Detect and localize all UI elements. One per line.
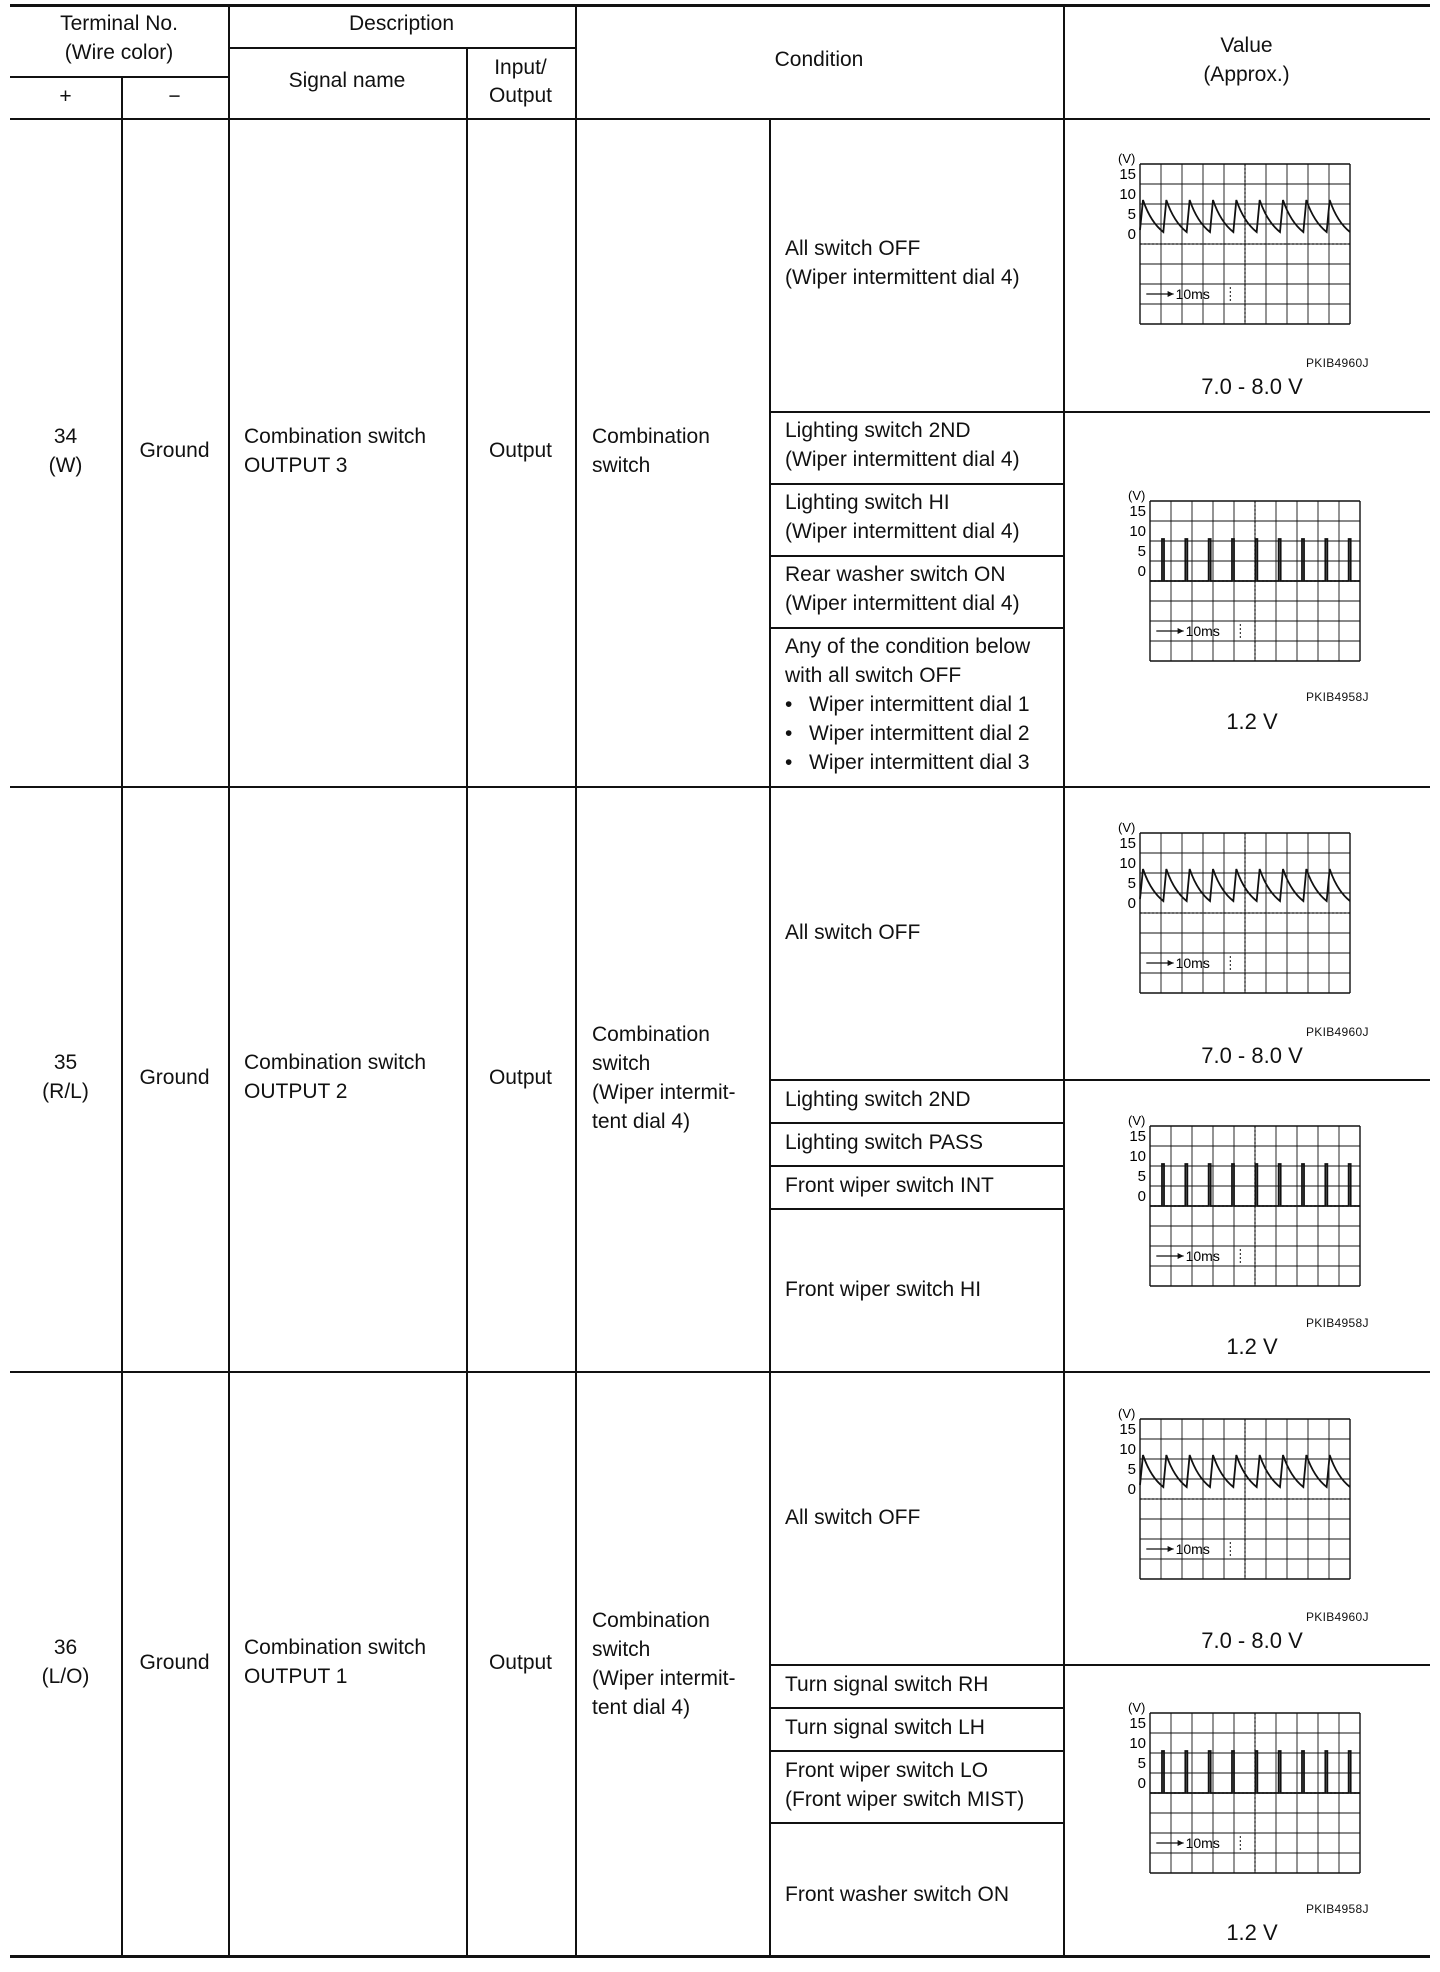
- row-35-condition: Lighting switch 2ND: [785, 1088, 971, 1111]
- row-36-signal-name: OUTPUT 1: [244, 1665, 348, 1688]
- row-34-signal-name: OUTPUT 3: [244, 454, 348, 477]
- y-tick-label: 5: [1127, 1461, 1136, 1478]
- waveform-sawtooth: [1110, 820, 1350, 999]
- row-35-condition: Front wiper switch HI: [785, 1278, 982, 1301]
- header-signal-name: Signal name: [288, 69, 406, 92]
- y-tick-label: 0: [1127, 1481, 1136, 1498]
- row-34-bottom-border: [10, 786, 1430, 788]
- row-34-bullet-item: • Wiper intermittent dial 2: [785, 719, 1030, 748]
- y-tick-label: 10: [1119, 855, 1136, 872]
- row-35-value: 1.2 V: [1226, 1334, 1278, 1359]
- time-marker-arrow: [1178, 628, 1184, 634]
- waveform-trace: [1150, 1751, 1360, 1793]
- row-34-bullet-item: • Wiper intermittent dial 1: [785, 690, 1030, 719]
- row-34-terminal: 34: [53, 425, 78, 448]
- oscilloscope-graph: [1110, 820, 1350, 999]
- row-34-value: 7.0 - 8.0 V: [1201, 374, 1303, 399]
- figure-code: PKIB4958J: [1306, 1902, 1369, 1916]
- y-tick-label: 10: [1129, 523, 1146, 540]
- row-36-condition-main: (Wiper intermit-: [592, 1667, 736, 1690]
- row-36-wire-color: (L/O): [41, 1665, 90, 1688]
- row-35-wire-color: (R/L): [42, 1080, 89, 1103]
- header-bottom-border: [10, 118, 1430, 120]
- row-34-wire-color: (W): [48, 454, 83, 477]
- header-minus: −: [168, 85, 181, 108]
- row-35-condition-main: (Wiper intermit-: [592, 1081, 736, 1104]
- time-marker-label: 10ms: [1185, 623, 1220, 639]
- header-divider-terminal: [10, 76, 228, 78]
- y-unit-label: (V): [1118, 820, 1136, 835]
- waveform-pulse: [1120, 488, 1360, 667]
- header-terminal-no: Terminal No.: [60, 12, 178, 35]
- row-35-sub-divider: [769, 1079, 1430, 1081]
- y-unit-label: (V): [1118, 1406, 1136, 1421]
- oscilloscope-graph: [1110, 1406, 1350, 1585]
- y-tick-label: 0: [1137, 1188, 1146, 1205]
- row-35-condition-main: Combination: [592, 1023, 710, 1046]
- row-34-condition: Rear washer switch ON: [785, 563, 1006, 586]
- row-34-sub-divider: [769, 483, 1063, 485]
- y-tick-label: 15: [1119, 835, 1136, 852]
- row-36-ground: Ground: [139, 1651, 210, 1674]
- y-tick-label: 5: [1137, 543, 1146, 560]
- row-36-condition-main: Combination: [592, 1609, 710, 1632]
- row-35-bottom-border: [10, 1371, 1430, 1373]
- figure-code: PKIB4958J: [1306, 1316, 1369, 1330]
- figure-code: PKIB4958J: [1306, 690, 1369, 704]
- waveform-pulse: [1120, 1113, 1360, 1292]
- row-34-condition: (Wiper intermittent dial 4): [785, 520, 1020, 543]
- row-34-ground: Ground: [139, 439, 210, 462]
- row-36-sub-divider: [769, 1664, 1430, 1666]
- row-36-condition: Front washer switch ON: [785, 1883, 1010, 1906]
- row-34-signal-name: Combination switch: [244, 425, 427, 448]
- row-34-condition: Any of the condition below: [785, 635, 1031, 658]
- row-35-signal-name: OUTPUT 2: [244, 1080, 348, 1103]
- row-34-condition: All switch OFF: [785, 237, 921, 260]
- row-36-sub-divider: [769, 1750, 1063, 1752]
- header-input: Input/: [494, 56, 547, 79]
- time-marker-label: 10ms: [1175, 286, 1210, 302]
- row-35-value: 7.0 - 8.0 V: [1201, 1043, 1303, 1068]
- y-tick-label: 5: [1127, 875, 1136, 892]
- row-35-condition-main: switch: [592, 1052, 651, 1075]
- row-36-condition-main: switch: [592, 1638, 651, 1661]
- header-value-approx: (Approx.): [1203, 63, 1290, 86]
- row-36-signal-name: Combination switch: [244, 1636, 427, 1659]
- row-35-sub-divider: [769, 1165, 1063, 1167]
- row-34-condition-main: Combination: [592, 425, 710, 448]
- row-35-condition: Lighting switch PASS: [785, 1131, 984, 1154]
- row-34-condition-main: switch: [592, 454, 651, 477]
- time-marker-arrow: [1168, 1546, 1174, 1552]
- row-35-condition: Front wiper switch INT: [785, 1174, 994, 1197]
- oscilloscope-graph: [1110, 151, 1350, 330]
- row-34-io: Output: [488, 439, 553, 462]
- y-tick-label: 0: [1127, 895, 1136, 912]
- row-34-sub-divider: [769, 411, 1430, 413]
- figure-code: PKIB4960J: [1306, 1025, 1369, 1039]
- waveform-trace: [1150, 1164, 1360, 1206]
- header-description: Description: [348, 12, 455, 35]
- y-tick-label: 15: [1129, 1715, 1146, 1732]
- row-34-condition: (Wiper intermittent dial 4): [785, 448, 1020, 471]
- y-tick-label: 5: [1137, 1755, 1146, 1772]
- row-36-condition: All switch OFF: [785, 1506, 921, 1529]
- row-34-condition: Lighting switch 2ND: [785, 419, 971, 442]
- header-divider-description: [228, 47, 575, 49]
- row-35-io: Output: [488, 1066, 553, 1089]
- row-35-sub-divider: [769, 1122, 1063, 1124]
- row-36-condition: Front wiper switch LO: [785, 1759, 989, 1782]
- header-value: Value: [1220, 34, 1273, 57]
- y-tick-label: 0: [1137, 1775, 1146, 1792]
- row-36-condition: Turn signal switch LH: [785, 1716, 985, 1739]
- row-35-sub-divider: [769, 1208, 1063, 1210]
- row-35-condition-main: tent dial 4): [592, 1110, 691, 1133]
- time-marker-arrow: [1178, 1253, 1184, 1259]
- y-unit-label: (V): [1128, 488, 1146, 503]
- y-tick-label: 10: [1129, 1148, 1146, 1165]
- y-tick-label: 15: [1129, 1128, 1146, 1145]
- y-tick-label: 10: [1129, 1735, 1146, 1752]
- oscilloscope-graph: [1120, 1113, 1360, 1292]
- row-34-sub-divider: [769, 627, 1063, 629]
- figure-code: PKIB4960J: [1306, 1610, 1369, 1624]
- row-36-io: Output: [488, 1651, 553, 1674]
- col-divider-io: [575, 4, 577, 1956]
- row-36-sub-divider: [769, 1822, 1063, 1824]
- row-36-condition: Turn signal switch RH: [785, 1673, 989, 1696]
- y-tick-label: 5: [1137, 1168, 1146, 1185]
- y-tick-label: 15: [1129, 503, 1146, 520]
- header-plus: +: [59, 85, 72, 108]
- y-tick-label: 15: [1119, 1421, 1136, 1438]
- time-marker-label: 10ms: [1185, 1248, 1220, 1264]
- row-34-condition: Lighting switch HI: [785, 491, 950, 514]
- row-36-terminal: 36: [53, 1636, 78, 1659]
- y-tick-label: 5: [1127, 206, 1136, 223]
- y-tick-label: 0: [1137, 563, 1146, 580]
- y-unit-label: (V): [1128, 1113, 1146, 1128]
- figure-code: PKIB4960J: [1306, 356, 1369, 370]
- waveform-sawtooth: [1110, 151, 1350, 330]
- row-34-condition: (Wiper intermittent dial 4): [785, 266, 1020, 289]
- time-marker-label: 10ms: [1175, 955, 1210, 971]
- y-tick-label: 10: [1119, 1441, 1136, 1458]
- time-marker-arrow: [1168, 291, 1174, 297]
- row-35-condition: All switch OFF: [785, 921, 921, 944]
- header-wire-color: (Wire color): [64, 41, 174, 64]
- table-bottom-border: [10, 1955, 1430, 1958]
- row-34-bullet-item: • Wiper intermittent dial 3: [785, 748, 1030, 777]
- row-34-sub-divider: [769, 555, 1063, 557]
- time-marker-arrow: [1178, 1840, 1184, 1846]
- table-top-border: [10, 4, 1430, 7]
- row-36-condition: (Front wiper switch MIST): [785, 1788, 1025, 1811]
- row-36-condition-main: tent dial 4): [592, 1696, 691, 1719]
- header-output: Output: [488, 84, 553, 107]
- row-34-condition: with all switch OFF: [785, 664, 962, 687]
- y-unit-label: (V): [1128, 1700, 1146, 1715]
- row-35-terminal: 35: [53, 1051, 78, 1074]
- row-36-sub-divider: [769, 1707, 1063, 1709]
- y-tick-label: 15: [1119, 166, 1136, 183]
- y-tick-label: 10: [1119, 186, 1136, 203]
- row-36-value: 7.0 - 8.0 V: [1201, 1628, 1303, 1653]
- row-35-signal-name: Combination switch: [244, 1051, 427, 1074]
- time-marker-label: 10ms: [1185, 1835, 1220, 1851]
- waveform-trace: [1150, 539, 1360, 581]
- waveform-sawtooth: [1110, 1406, 1350, 1585]
- oscilloscope-graph: [1120, 488, 1360, 667]
- header-condition: Condition: [774, 48, 864, 71]
- time-marker-label: 10ms: [1175, 1541, 1210, 1557]
- row-35-ground: Ground: [139, 1066, 210, 1089]
- row-36-value: 1.2 V: [1226, 1920, 1278, 1945]
- row-34-value: 1.2 V: [1226, 709, 1278, 734]
- waveform-pulse: [1120, 1700, 1360, 1879]
- time-marker-arrow: [1168, 960, 1174, 966]
- y-unit-label: (V): [1118, 151, 1136, 166]
- oscilloscope-graph: [1120, 1700, 1360, 1879]
- col-divider-minus: [228, 4, 230, 1956]
- row-34-condition: (Wiper intermittent dial 4): [785, 592, 1020, 615]
- col-divider-condition-main: [769, 118, 771, 1956]
- y-tick-label: 0: [1127, 226, 1136, 243]
